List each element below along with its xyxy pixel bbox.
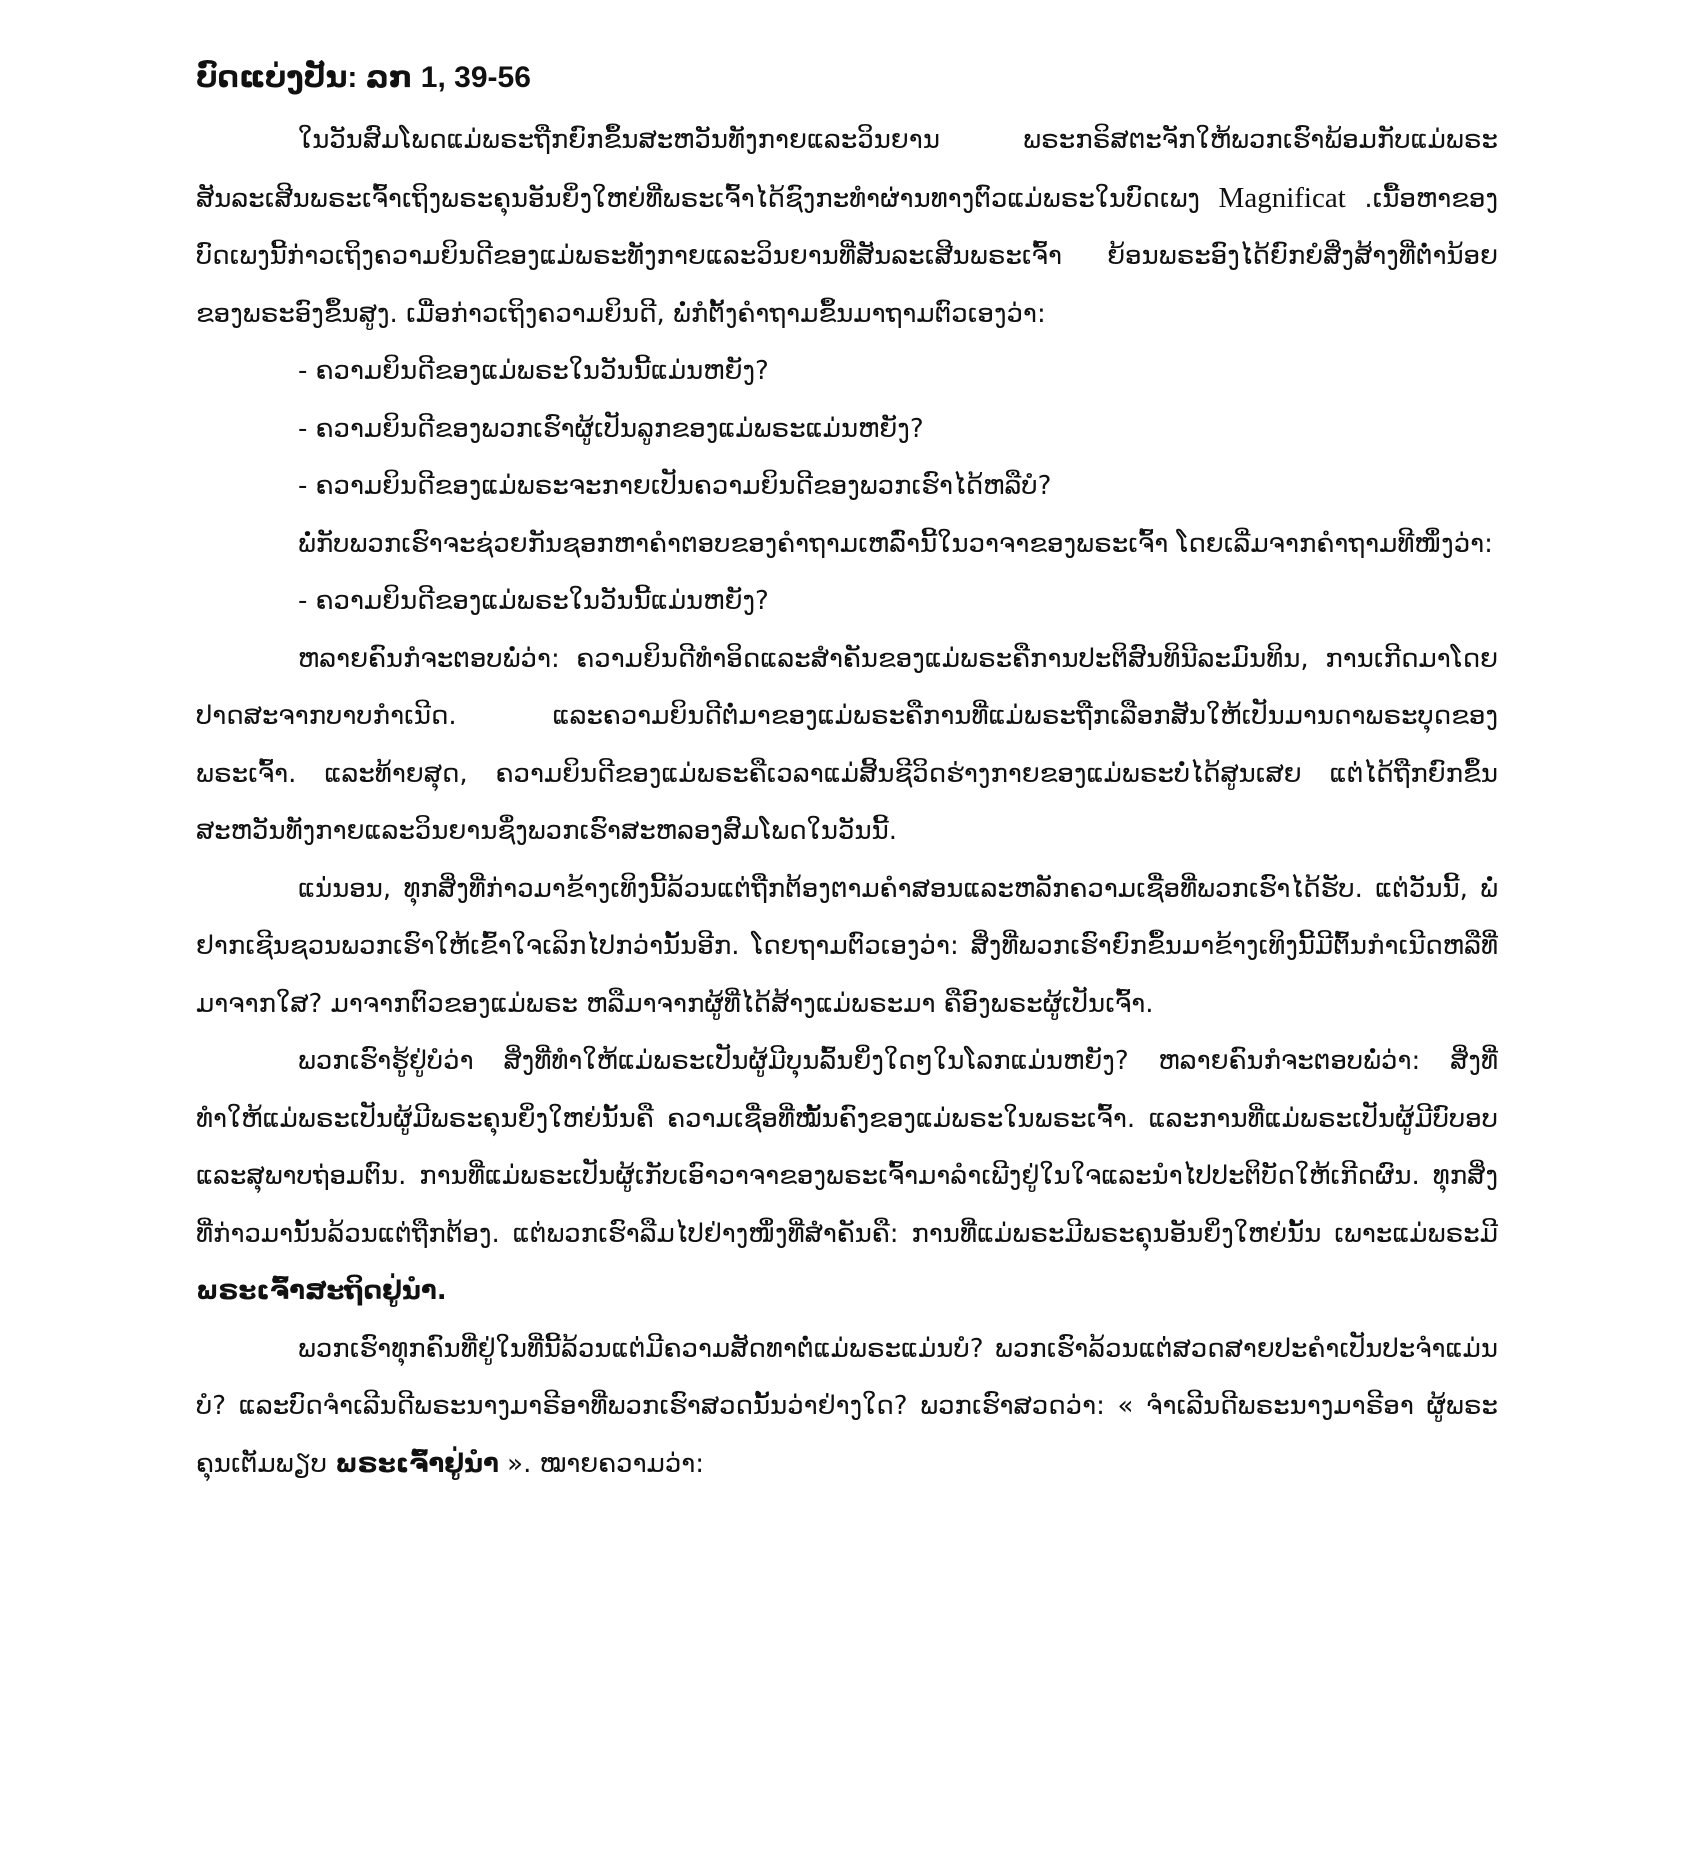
- paragraph-rosary-text-a: ພວກເຮົາທຸກຄົນທີ່ຢູ່ໃນທີ່ນີ້ລ້ວນແຕ່ມີຄວາມສັດທາຕໍ່ແມ່ພຣະແມ່ນບໍ? ພວກເຮົາລ້ວນແຕ່ສວດສາຍປະຄຳເປັນປະຈຳແມ່ນບໍ? ແລະບົດຈຳເລີນດີພຣະນາງມາຣີອາທີ່ພວກເຮົາສວດນັ້ນວ່າຢ່າງໃດ? ພວກເຮົາສວດວ່າ: « ຈຳເລີນດີພຣະນາງມາຣີອາ ຜູ້ພຣະຄຸນເຕັມພຽບ: [196, 1333, 1498, 1479]
- question-item-1: - ຄວາມຍິນດີຂອງແມ່ພຣະໃນວັນນີ້ແມ່ນຫຍັງ?: [298, 356, 769, 386]
- paragraph-intro-text-a: ໃນວັນສົມໂພດແມ່ພຣະຖືກຍົກຂຶ້ນສະຫວັນທັງກາຍແລະວິນຍານ ພຣະກຣິສຕະຈັກໃຫ້ພວກເຮົາພ້ອມກັບແມ່ພຣະສັນລະເສີນພຣະເຈົ້າເຖິງພຣະຄຸນອັນຍິ່ງໃຫຍ່ທີ່ພຣະເຈົ້າໄດ້ຊົງກະທຳຜ່ານທາງຕົວແມ່ພຣະໃນບົດເພງ: [196, 125, 1498, 214]
- magnificat-term: Magnificat: [1218, 181, 1346, 214]
- page-title: ບົດແບ່ງປັນ: ລກ 1, 39-56: [196, 61, 531, 94]
- paragraph-grace-text: ພວກເຮົາຮູ້ຢູ່ບໍວ່າ ສິ່ງທີ່ທຳໃຫ້ແມ່ພຣະເປັນຜູ້ມີບຸນລົ້ນຍິ່ງໃດໆໃນໂລກແມ່ນຫຍັງ? ຫລາຍຄົນກໍຈະຕອບພໍ່ວ່າ: ສິ່ງທີ່ທຳໃຫ້ແມ່ພຣະເປັນຜູ້ມີພຣະຄຸນຍິ່ງໃຫຍ່ນັ້ນຄື ຄວາມເຊື່ອທີ່ໝັ້ນຄົງຂອງແມ່ພຣະໃນພຣະເຈົ້າ. ແລະການທີ່ແມ່ພຣະເປັນຜູ້ມີບົບອບແລະສຸພາບຖ່ອມຕົນ. ການທີ່ແມ່ພຣະເປັນຜູ້ເກັບເອົາວາຈາຂອງພຣະເຈົ້າມາລຳເພີງຢູ່ໃນໃຈແລະນຳໄປປະຕິບັດໃຫ້ເກີດຜົນ. ທຸກສິ່ງທີ່ກ່າວມານັ້ນລ້ວນແຕ່ຖືກຕ້ອງ. ແຕ່ພວກເຮົາລືມໄປຢ່າງໜຶ່ງທີ່ສຳຄັນຄື: ການທີ່ແມ່ພຣະມີພຣະຄຸນອັນຍິ່ງໃຫຍ່ນັ້ນ ເພາະແມ່ພຣະມີ: [196, 1046, 1498, 1249]
- question-item-3: - ຄວາມຍິນດີຂອງແມ່ພຣະຈະກາຍເປັນຄວາມຍິນດີຂອງພວກເຮົາໄດ້ຫລືບໍ?: [298, 471, 1052, 501]
- paragraph-rosary-emphasis: ພຣະເຈົ້າຢູ່ນຳ: [335, 1448, 499, 1479]
- paragraph-deeper: ແນ່ນອນ, ທຸກສິ່ງທີ່ກ່າວມາຂ້າງເທິງນີ້ລ້ວນແຕ່ຖືກຕ້ອງຕາມຄຳສອນແລະຫລັກຄວາມເຊື່ອທີ່ພວກເຮົາໄດ້ຮັບ. ແຕ່ວັນນີ້, ພໍ່ຢາກເຊີນຊວນພວກເຮົາໃຫ້ເຂົ້າໃຈເລິກໄປກວ່ານັ້ນອີກ. ໂດຍຖາມຕົວເອງວ່າ: ສິ່ງທີ່ພວກເຮົາຍົກຂຶ້ນມາຂ້າງເທິງນີ້ມີຕົ້ນກຳເນີດຫລືທີ່ມາຈາກໃສ? ມາຈາກຕົວຂອງແມ່ພຣະ ຫລືມາຈາກຜູ້ທີ່ໄດ້ສ້າງແມ່ພຣະມາ ຄືອົງພຣະຜູ້ເປັນເຈົ້າ.: [196, 873, 1498, 1019]
- paragraph-intro: [196, 112, 1498, 343]
- question-item-2: - ຄວາມຍິນດີຂອງພວກເຮົາຜູ້ເປັນລູກຂອງແມ່ພຣະແມ່ນຫຍັງ?: [298, 413, 924, 444]
- paragraph-intro-text-b: .ເນື້ອຫາຂອງບົດເພງນີ້ກ່າວເຖິງຄວາມຍິນດີຂອງແມ່ພຣະທັງກາຍແລະວິນຍານທີ່ສັນລະເສີນພຣະເຈົ້າ ຍ້ອນພຣະອົງໄດ້ຍົກຍໍສິ່ງສ້າງທີ່ຕ່ຳນ້ອຍຂອງພຣະອົງຂຶ້ນສູງ. ເມື່ອກ່າວເຖິງຄວາມຍິນດີ, ພໍ່ກໍຕັ້ງຄຳຖາມຂຶ້ນມາຖາມຕົວເອງວ່າ:: [196, 183, 1499, 329]
- paragraph-answers: ຫລາຍຄົນກໍຈະຕອບພໍ່ວ່າ: ຄວາມຍິນດີທຳອິດແລະສຳຄັນຂອງແມ່ພຣະຄືການປະຕິສົນທິນີລະມົນທິນ, ການເກີດມາໂດຍປາດສະຈາກບາບກຳເນີດ. ແລະຄວາມຍິນດີຕໍ່ມາຂອງແມ່ພຣະຄືການທີ່ແມ່ພຣະຖືກເລືອກສັນໃຫ້ເປັນມານດາພຣະບຸດຂອງພຣະເຈົ້າ. ແລະທ້າຍສຸດ, ຄວາມຍິນດີຂອງແມ່ພຣະຄືເວລາແມ່ສິ້ນຊີວິດຮ່າງກາຍຂອງແມ່ພຣະບໍ່ໄດ້ສູນເສຍ ແຕ່ໄດ້ຖືກຍົກຂຶ້ນສະຫວັນທັງກາຍແລະວິນຍານຊຶ່ງພວກເຮົາສະຫລອງສົມໂພດໃນວັນນີ້.: [196, 643, 1498, 846]
- paragraph-rosary: [196, 1321, 1498, 1494]
- paragraph-rosary-text-b: ». ໝາຍຄວາມວ່າ:: [507, 1448, 705, 1479]
- document-page: [196, 58, 1498, 1493]
- question-item-4: - ຄວາມຍິນດີຂອງແມ່ພຣະໃນວັນນີ້ແມ່ນຫຍັງ?: [298, 586, 769, 616]
- paragraph-search: ພໍ່ກັບພວກເຮົາຈະຊ່ວຍກັນຊອກຫາຄຳຕອບຂອງຄຳຖາມເຫລົ່ານີ້ໃນວາຈາຂອງພຣະເຈົ້າ ໂດຍເລີ່ມຈາກຄຳຖາມທີໜຶ່ງວ່າ:: [298, 528, 1493, 559]
- paragraph-grace: [196, 1033, 1498, 1321]
- paragraph-grace-emphasis: ພຣະເຈົ້າສະຖິດຢູ່ນຳ.: [196, 1276, 447, 1306]
